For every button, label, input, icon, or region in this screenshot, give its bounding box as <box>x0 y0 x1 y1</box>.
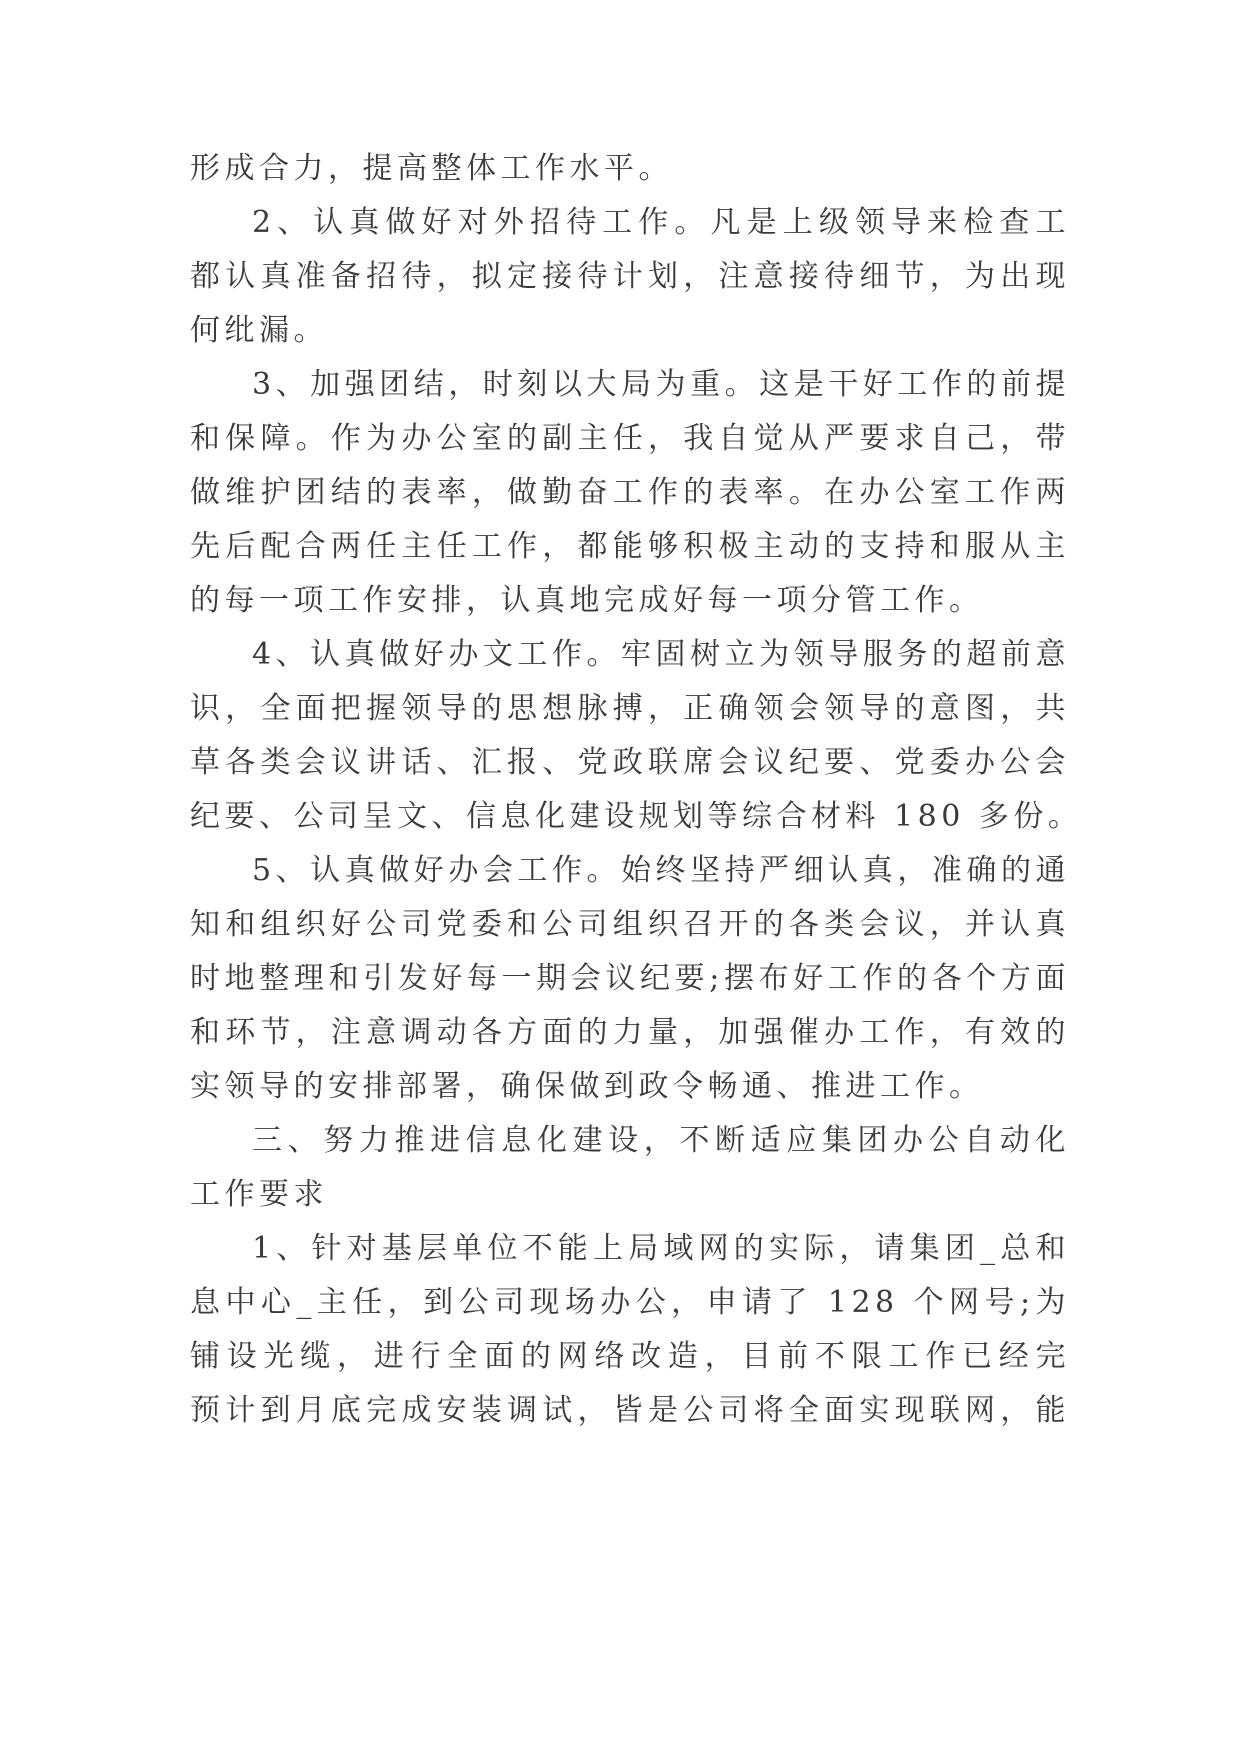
text-line: 都认真准备招待，拟定接待计划，注意接待细节，为出现 <box>190 259 1070 294</box>
text-line: 预计到月底完成安装调试，皆是公司将全面实现联网，能 <box>190 1393 1070 1428</box>
text-line: 知和组织好公司党委和公司组织召开的各类会议，并认真 <box>190 907 1070 942</box>
text-line: 草各类会议讲话、汇报、党政联席会议纪要、党委办公会 <box>190 745 1070 780</box>
text-line: 息中心_主任，到公司现场办公，申请了 128 个网号;为 <box>190 1285 1070 1320</box>
text-line: 和环节，注意调动各方面的力量，加强催办工作，有效的 <box>190 1015 1070 1050</box>
text-line: 铺设光缆，进行全面的网络改造，目前不限工作已经完 <box>190 1339 1070 1374</box>
text-line: 2、认真做好对外招待工作。凡是上级领导来检查工 <box>252 205 1070 240</box>
text-line: 工作要求 <box>190 1177 328 1212</box>
text-line: 5、认真做好办会工作。始终坚持严细认真，准确的通 <box>252 853 1070 888</box>
text-line: 4、认真做好办文工作。牢固树立为领导服务的超前意 <box>252 637 1070 672</box>
text-line: 实领导的安排部署，确保做到政令畅通、推进工作。 <box>190 1069 984 1104</box>
text-line: 识，全面把握领导的思想脉搏，正确领会领导的意图，共 <box>190 691 1070 726</box>
text-line: 何纰漏。 <box>190 313 328 348</box>
text-line: 1、针对基层单位不能上局域网的实际，请集团_总和 <box>252 1231 1070 1266</box>
text-line: 3、加强团结，时刻以大局为重。这是干好工作的前提 <box>252 367 1070 402</box>
text-line: 做维护团结的表率，做勤奋工作的表率。在办公室工作两 <box>190 475 1070 510</box>
text-line: 三、努力推进信息化建设，不断适应集团办公自动化 <box>252 1123 1070 1158</box>
text-line: 和保障。作为办公室的副主任，我自觉从严要求自己，带 <box>190 421 1070 456</box>
text-line: 形成合力，提高整体工作水平。 <box>190 151 673 186</box>
text-line: 的每一项工作安排，认真地完成好每一项分管工作。 <box>190 583 984 618</box>
text-line: 时地整理和引发好每一期会议纪要;摆布好工作的各个方面 <box>190 961 1070 996</box>
text-line: 纪要、公司呈文、信息化建设规划等综合材料 180 多份。 <box>190 799 1083 834</box>
text-line: 先后配合两任主任工作，都能够积极主动的支持和服从主 <box>190 529 1070 564</box>
